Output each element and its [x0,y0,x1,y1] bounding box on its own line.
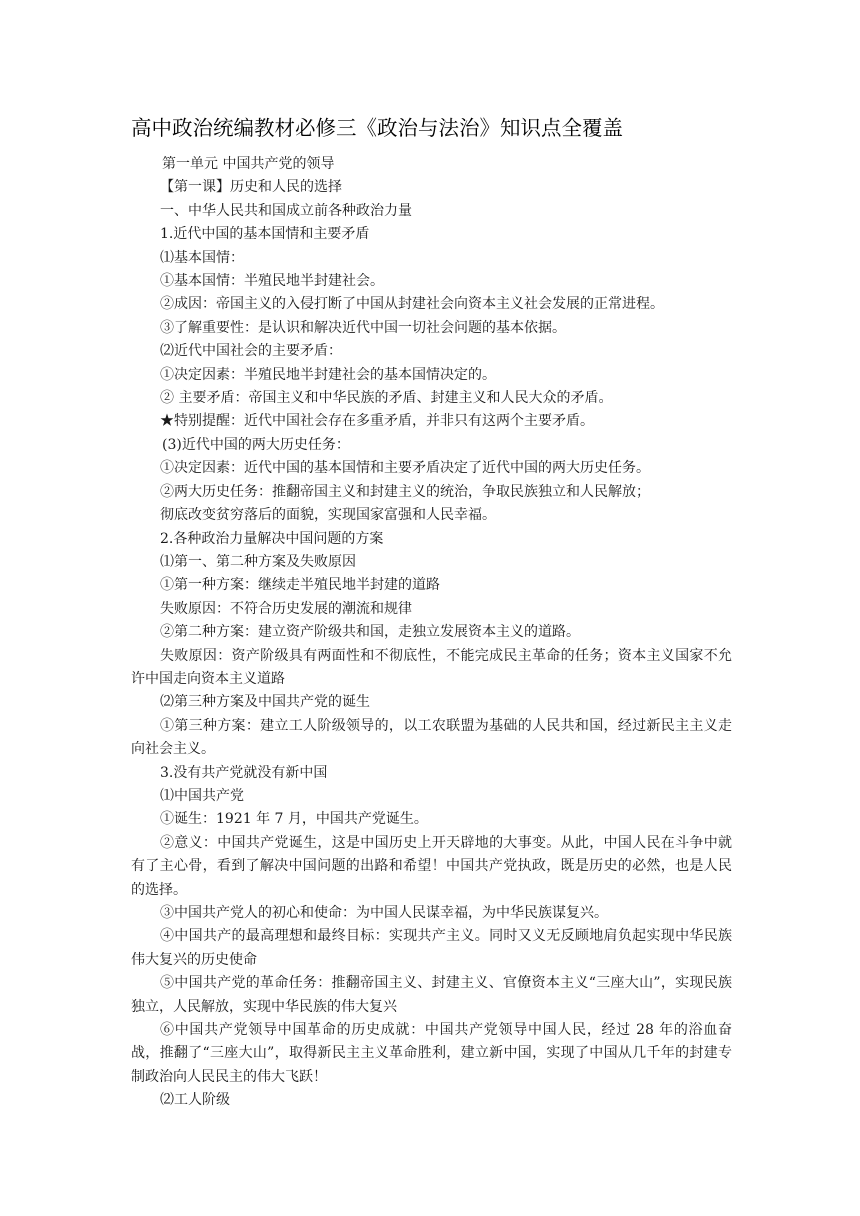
text-line: ②两大历史任务：推翻帝国主义和封建主义的统治，争取民族独立和人民解放； [160,483,650,500]
text-line: ② 主要矛盾：帝国主义和中华民族的矛盾、封建主义和人民大众的矛盾。 [160,390,613,407]
text-paragraph: ②意义：中国共产党诞生，这是中国历史上开天辟地的大事变。从此，中国人民在斗争中就有了主心骨，看到了解决中国问题的出路和希望！中国共产党执政，既是历史的必然，也是人民的选择。 [131,834,732,898]
text-line: ①决定因素：半殖民地半封建社会的基本国情决定的。 [160,366,496,383]
unit-heading: 第一单元 中国共产党的领导 [162,156,335,172]
subsection-heading: 2.各种政治力量解决中国问题的方案 [160,530,384,547]
text-line: ②第二种方案：建立资产阶级共和国，走独立发展资本主义的道路。 [160,624,580,641]
item-heading: ⑵近代中国社会的主要矛盾： [160,343,342,360]
text-paragraph: ①第三种方案：建立工人阶级领导的，以工农联盟为基础的人民共和国，经过新民主主义走向社会主义。 [131,717,732,758]
text-line: 彻底改变贫穷落后的面貌，实现国家富强和人民幸福。 [160,507,496,524]
text-line: ①第一种方案：继续走半殖民地半封建的道路 [160,577,440,594]
document-title: 高中政治统编教材必修三《政治与法治》知识点全覆盖 [131,116,623,140]
item-heading: ⑵工人阶级 [160,1092,230,1109]
lesson-heading: 【第一课】历史和人民的选择 [160,179,342,196]
text-line: ①诞生：1921 年 7 月，中国共产党诞生。 [160,811,428,828]
subsection-heading: 3.没有共产党就没有新中国 [160,764,328,781]
subsection-heading: 1.近代中国的基本国情和主要矛盾 [160,226,370,243]
text-line: ①决定因素：近代中国的基本国情和主要矛盾决定了近代中国的两大历史任务。 [160,460,650,477]
item-heading: (3)近代中国的两大历史任务： [162,436,350,453]
item-heading: ⑴第一、第二种方案及失败原因 [160,553,356,570]
text-paragraph: ④中国共产的最高理想和最终目标：实现共产主义。同时又义无反顾地肩负起实现中华民族伟大复兴的历史使命 [131,928,732,968]
text-paragraph: ⑤中国共产党的革命任务：推翻帝国主义、封建主义、官僚资本主义“三座大山”，实现民族独立，人民解放，实现中华民族的伟大复兴 [131,975,732,1015]
text-line: 失败原因：不符合历史发展的潮流和规律 [160,600,412,617]
text-line: ③中国共产党人的初心和使命：为中国人民谋幸福，为中华民族谋复兴。 [160,905,608,921]
text-line: ①基本国情：半殖民地半封建社会。 [160,273,384,290]
text-paragraph: ⑥中国共产党领导中国革命的历史成就：中国共产党领导中国人民，经过 28 年的浴血奋战，推翻了“三座大山”，取得新民主主义革命胜利，建立新中国，实现了中国从几千年的封建专制政治向人民民主的伟大飞跃！ [131,1022,732,1085]
document-body [131,153,732,1113]
item-heading: ⑵第三种方案及中国共产党的诞生 [160,694,370,711]
item-heading: ⑴基本国情： [160,249,244,266]
text-line: ③了解重要性：是认识和解决近代中国一切社会问题的基本依据。 [160,319,566,336]
text-line: ②成因：帝国主义的入侵打断了中国从封建社会向资本主义社会发展的正常进程。 [160,296,664,313]
text-paragraph: 失败原因：资产阶级具有两面性和不彻底性，不能完成民主革命的任务；资本主义国家不允许中国走向资本主义道路 [131,647,732,687]
section-heading: 一、中华人民共和国成立前各种政治力量 [160,202,412,219]
item-heading: ⑴中国共产党 [160,787,244,804]
reminder-line: ★特别提醒：近代中国社会存在多重矛盾，并非只有这两个主要矛盾。 [160,413,594,430]
